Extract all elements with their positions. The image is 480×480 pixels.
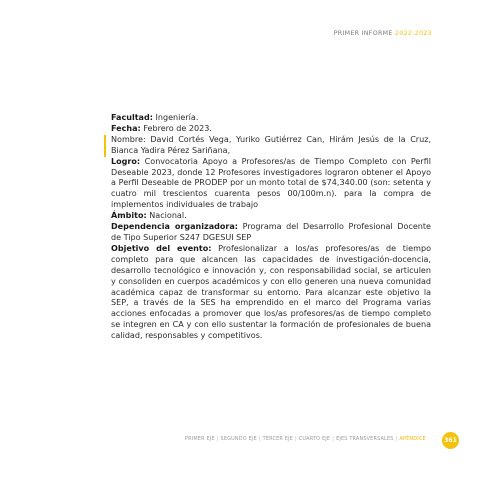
objetivo-value: Profesionalizar a los/as profesores/as de tiempo completo para que alcancen las capacidades de investigación-docencia, desarrollo tecnológico e innovación y, con responsabilidad social, se articulen y consoliden en cuerpos académicos y con ello generen una nueva comunidad académica capaz de transformar su entorno. Para alcanzar este objetivo la SEP, a través de la SES ha emprendido en el marco del Programa varias acciones enfocadas a promover que los/as profesores/as de tiempo completo se integren en CA y con ello sustentar la formación de profesionales de buena calidad, responsables y competitivos.: [111, 243, 431, 341]
fecha-value: Febrero de 2023.: [140, 123, 212, 133]
dependencia-paragraph: [111, 222, 431, 244]
objetivo-paragraph: [111, 244, 431, 342]
nav-separator: |: [294, 436, 297, 442]
fecha-label: Fecha:: [111, 123, 141, 133]
dependencia-value: Programa del Desarrollo Profesional Docente de Tipo Superior S247 DGESUI SEP: [111, 222, 431, 242]
nav-separator: |: [395, 436, 398, 442]
page-number: 361: [444, 437, 457, 444]
nav-separator: |: [216, 436, 219, 442]
nav-primer-eje[interactable]: PRIMER EJE: [185, 436, 215, 442]
header-years: 2022-2023: [394, 30, 432, 37]
ambito-label: Ámbito:: [111, 211, 147, 221]
objetivo-label: Objetivo del evento:: [111, 243, 212, 253]
logro-label: Logro:: [111, 156, 141, 166]
logro-paragraph: [111, 157, 431, 212]
facultad-value: Ingeniería.: [152, 113, 199, 122]
facultad-line: [111, 113, 431, 124]
nav-segundo-eje[interactable]: SEGUNDO EJE: [220, 436, 257, 442]
page-number-badge: [442, 432, 459, 449]
nombre-text: Nombre: David Cortés Vega, Yuriko Gutiérrez Can, Hirám Jesús de la Cruz, Bianca Yadira Pérez Sariñana,: [111, 134, 431, 155]
nombre-paragraph: [111, 135, 431, 157]
report-header: [334, 30, 432, 37]
nav-ejes-transversales[interactable]: EJES TRANSVERSALES: [336, 436, 394, 442]
nav-cuarto-eje[interactable]: CUARTO EJE: [298, 436, 331, 442]
document-body: [111, 113, 431, 342]
facultad-label: Facultad:: [111, 113, 153, 122]
dependencia-label: Dependencia organizadora:: [111, 222, 239, 232]
ambito-value: Nacional.: [146, 211, 187, 221]
nav-tercer-eje[interactable]: TERCER EJE: [262, 436, 293, 442]
ambito-line: [111, 211, 431, 222]
nav-separator: |: [332, 436, 335, 442]
header-prefix: PRIMER INFORME: [333, 30, 393, 37]
fecha-line: [111, 124, 431, 135]
logro-value: Convocatoria Apoyo a Profesores/as de Tiempo Completo con Perfil Deseable 2023, donde 12 Profesores investigadores lograron obtener el Apoyo a Perfil Deseable de PRODEP por un monto total de $74,340.00 (son: setenta y cuatro mil trescientos cuarenta pesos 00/100m.n). para la compra de implementos individuales de trabajo: [111, 156, 431, 210]
section-nav: [185, 436, 426, 442]
nav-separator: |: [258, 436, 261, 442]
nav-apendice[interactable]: APÉNDICE: [399, 436, 426, 442]
